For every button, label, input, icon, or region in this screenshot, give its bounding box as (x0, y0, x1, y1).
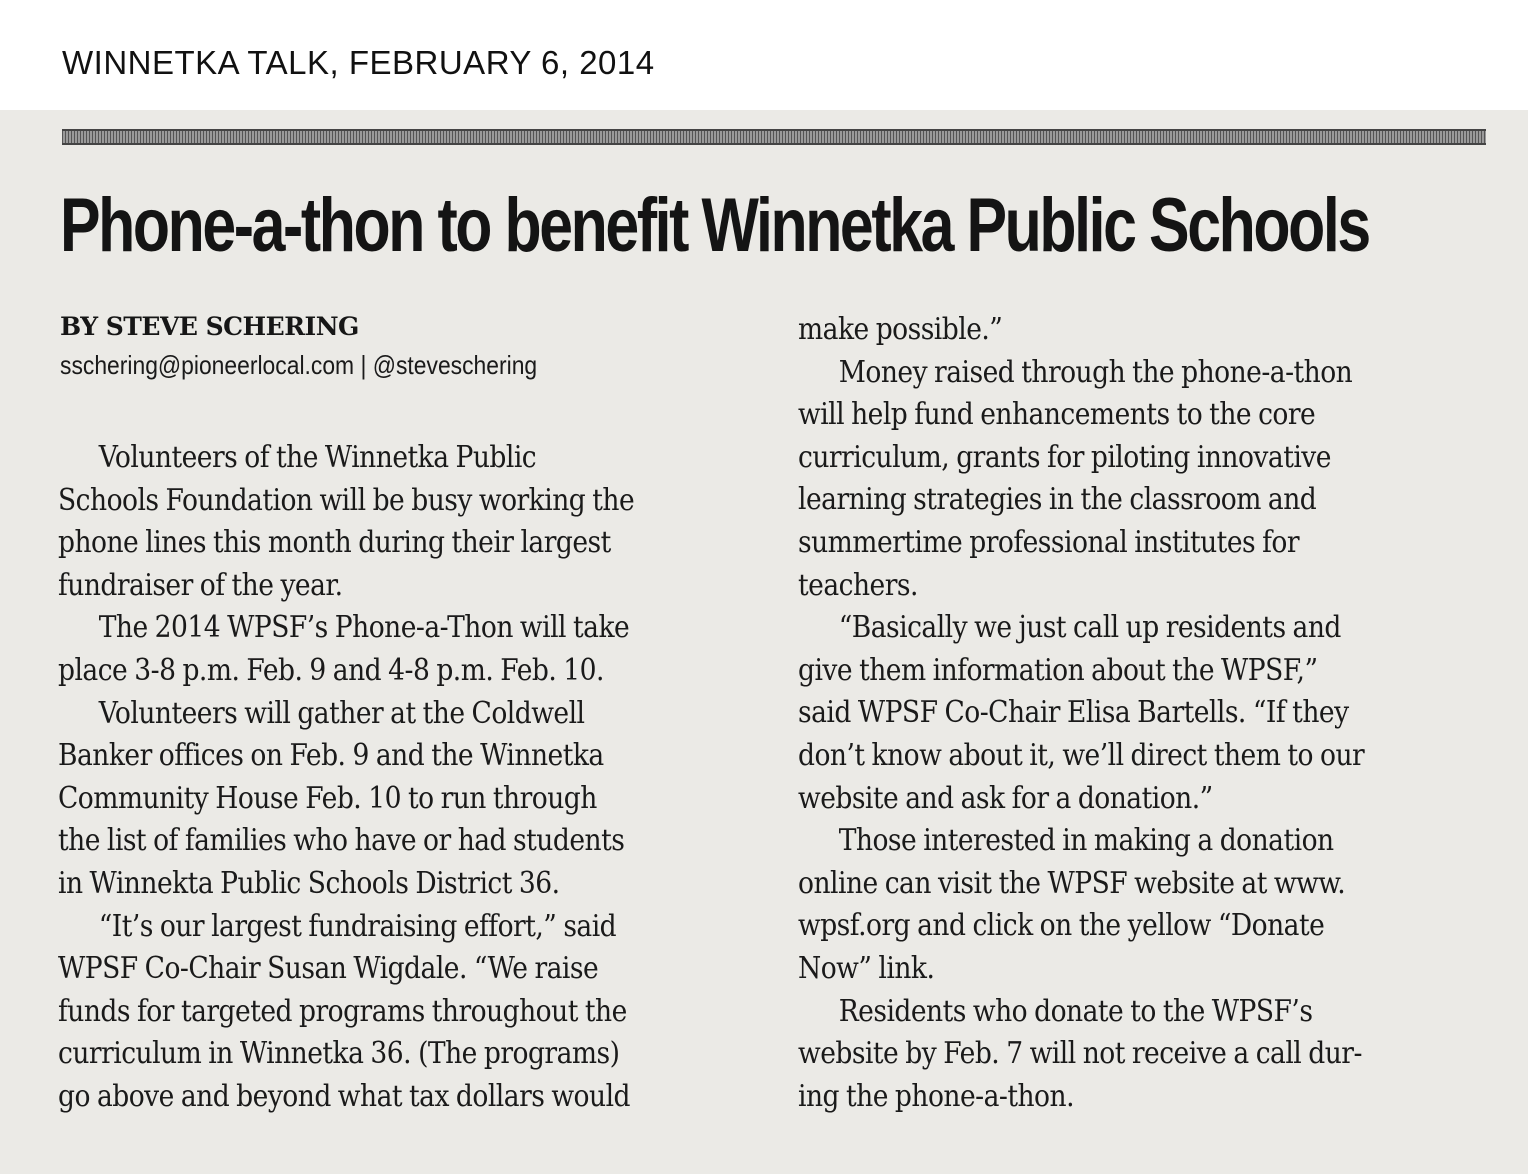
text-line: learning strategies in the classroom and (798, 482, 1317, 518)
text-line: will help fund enhancements to the core (798, 397, 1316, 433)
text-line: website and ask for a donation.” (798, 780, 1213, 816)
article-headline: Phone-a-thon to benefit Winnetka Public Schools (60, 183, 1369, 268)
text-line: give them information about the WPSF,” (798, 652, 1318, 688)
text-line: Community House Feb. 10 to run through (58, 780, 597, 816)
text-line: Schools Foundation will be busy working the (58, 482, 635, 518)
text-line: go above and beyond what tax dollars would (58, 1078, 631, 1114)
text-line: wpsf.org and click on the yellow “Donate (798, 908, 1325, 944)
article-column-right (798, 309, 1498, 1118)
text-line: in Winnekta Public Schools District 36. (58, 865, 560, 901)
text-line: curriculum, grants for piloting innovative (798, 439, 1331, 475)
text-line: said WPSF Co-Chair Elisa Bartells. “If they (798, 695, 1349, 731)
text-line: “Basically we just call up residents and (838, 610, 1341, 646)
text-line: Volunteers will gather at the Coldwell (98, 695, 585, 731)
text-line: Volunteers of the Winnetka Public (98, 440, 537, 475)
text-line: teachers. (798, 567, 918, 603)
article-column-left (58, 437, 758, 1119)
text-line: phone lines this month during their largest (58, 525, 611, 561)
text-line: summertime professional institutes for (798, 524, 1300, 560)
text-line: WPSF Co-Chair Susan Wigdale. “We raise (58, 951, 599, 987)
text-line: Money raised through the phone-a-thon (838, 354, 1353, 390)
text-line: online can visit the WPSF website at www. (798, 865, 1346, 901)
author-contact: sschering@pioneerlocal.com | @steveschering (60, 350, 538, 380)
text-line: make possible.” (798, 312, 1003, 347)
text-line: fundraiser of the year. (58, 567, 343, 603)
article-byline: BY STEVE SCHERING (60, 312, 359, 341)
text-line: The 2014 WPSF’s Phone-a-Thon will take (98, 610, 630, 646)
text-line: funds for targeted programs throughout the (58, 993, 627, 1029)
header-rule (62, 129, 1486, 145)
publication-masthead: WINNETKA TALK, FEBRUARY 6, 2014 (62, 44, 655, 81)
text-line: Now” link. (798, 950, 935, 986)
text-line: don’t know about it, we’ll direct them to our (798, 737, 1365, 773)
text-line: Residents who donate to the WPSF’s (838, 993, 1313, 1029)
text-line: Banker offices on Feb. 9 and the Winnetka (58, 738, 604, 774)
text-line: “It’s our largest fundraising effort,” said (98, 908, 617, 944)
text-line: ing the phone-a-thon. (798, 1078, 1074, 1114)
text-line: place 3-8 p.m. Feb. 9 and 4-8 p.m. Feb. 10. (58, 652, 604, 688)
text-line: website by Feb. 7 will not receive a call dur- (798, 1036, 1362, 1072)
text-line: the list of families who have or had students (58, 823, 625, 859)
text-line: Those interested in making a donation (838, 823, 1334, 859)
text-line: curriculum in Winnetka 36. (The programs) (58, 1036, 620, 1072)
